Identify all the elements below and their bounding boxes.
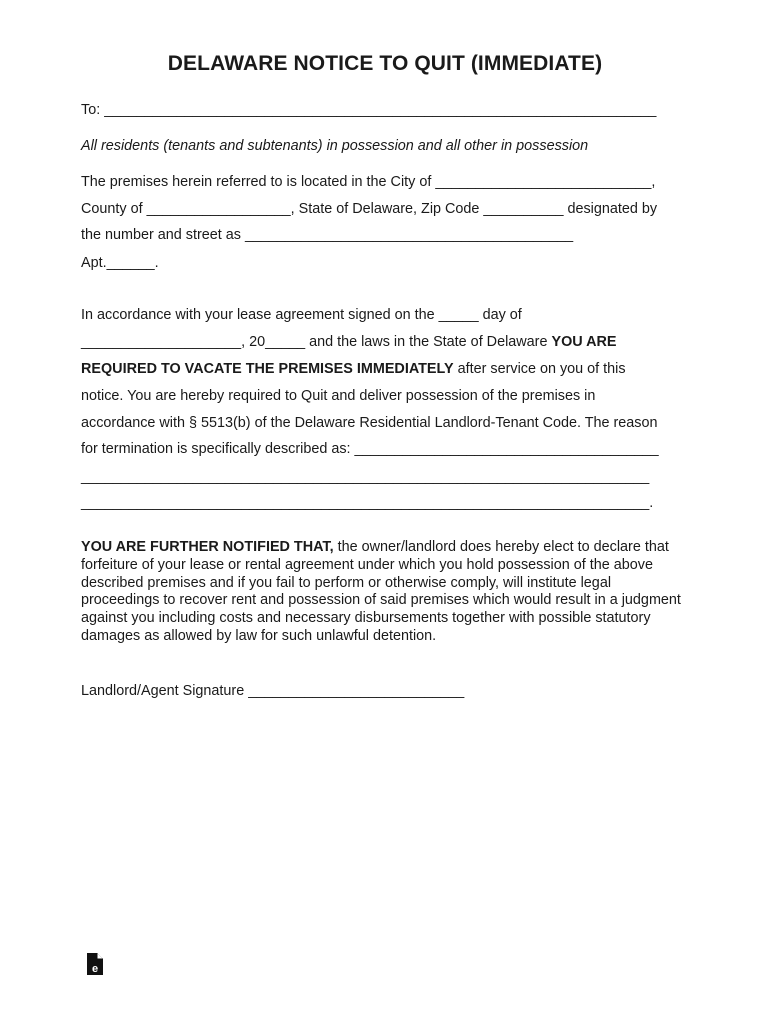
lease-line-5: accordance with § 5513(b) of the Delaware Residential Landlord-Tenant Code. The reason: [81, 415, 658, 431]
lease-line-6: for termination is specifically described as: ______________________________________: [81, 441, 659, 457]
further-notice-heading: YOU ARE FURTHER NOTIFIED THAT,: [81, 539, 334, 555]
premises-line-2: County of __________________, State of Delaware, Zip Code __________ designated by: [81, 201, 658, 217]
residents-line: All residents (tenants and subtenants) in possession and all other in possession: [81, 138, 589, 154]
lease-line-3-text: after service on you of this: [453, 361, 626, 377]
lease-line-1: In accordance with your lease agreement signed on the _____ day of: [81, 307, 522, 323]
blank-line-2: _______________________________________________________________________.: [81, 495, 654, 511]
svg-text:e: e: [91, 963, 99, 975]
lease-line-3-emphasis: REQUIRED TO VACATE THE PREMISES IMMEDIATELY: [81, 361, 454, 377]
to-line: To: _____________________________________________________________________: [81, 102, 657, 118]
blank-line-1: _______________________________________________________________________: [81, 469, 650, 485]
further-notice-text: the owner/landlord does hereby elect to declare that forfeiture of your lease or rental agreement under which you hold possession of the above described premises and if you fail to perform or otherwise comply, will institute legal proceedings to recover rent and possession of said premises which would result in a judgment against you including costs and necessary disbursements together with possible statutory damages as allowed by law for such unlawful detention.: [81, 539, 681, 644]
lease-line-2: [81, 333, 617, 351]
premises-line-4: Apt.______.: [81, 255, 159, 271]
lease-line-2-text: ____________________, 20_____ and the laws in the State of Delaware: [81, 334, 552, 350]
lease-line-4: notice. You are hereby required to Quit and deliver possession of the premises in: [81, 388, 596, 404]
premises-line-3: the number and street as _________________________________________: [81, 227, 574, 243]
premises-line-1: The premises herein referred to is located in the City of ___________________________,: [81, 174, 656, 190]
lease-line-3: [81, 360, 626, 378]
further-notice-paragraph: [81, 539, 691, 646]
signature-line: Landlord/Agent Signature ___________________________: [81, 683, 465, 699]
document-e-icon: [86, 952, 104, 976]
document-title: DELAWARE NOTICE TO QUIT (IMMEDIATE): [167, 52, 603, 75]
lease-line-2-emphasis: YOU ARE: [551, 334, 617, 350]
